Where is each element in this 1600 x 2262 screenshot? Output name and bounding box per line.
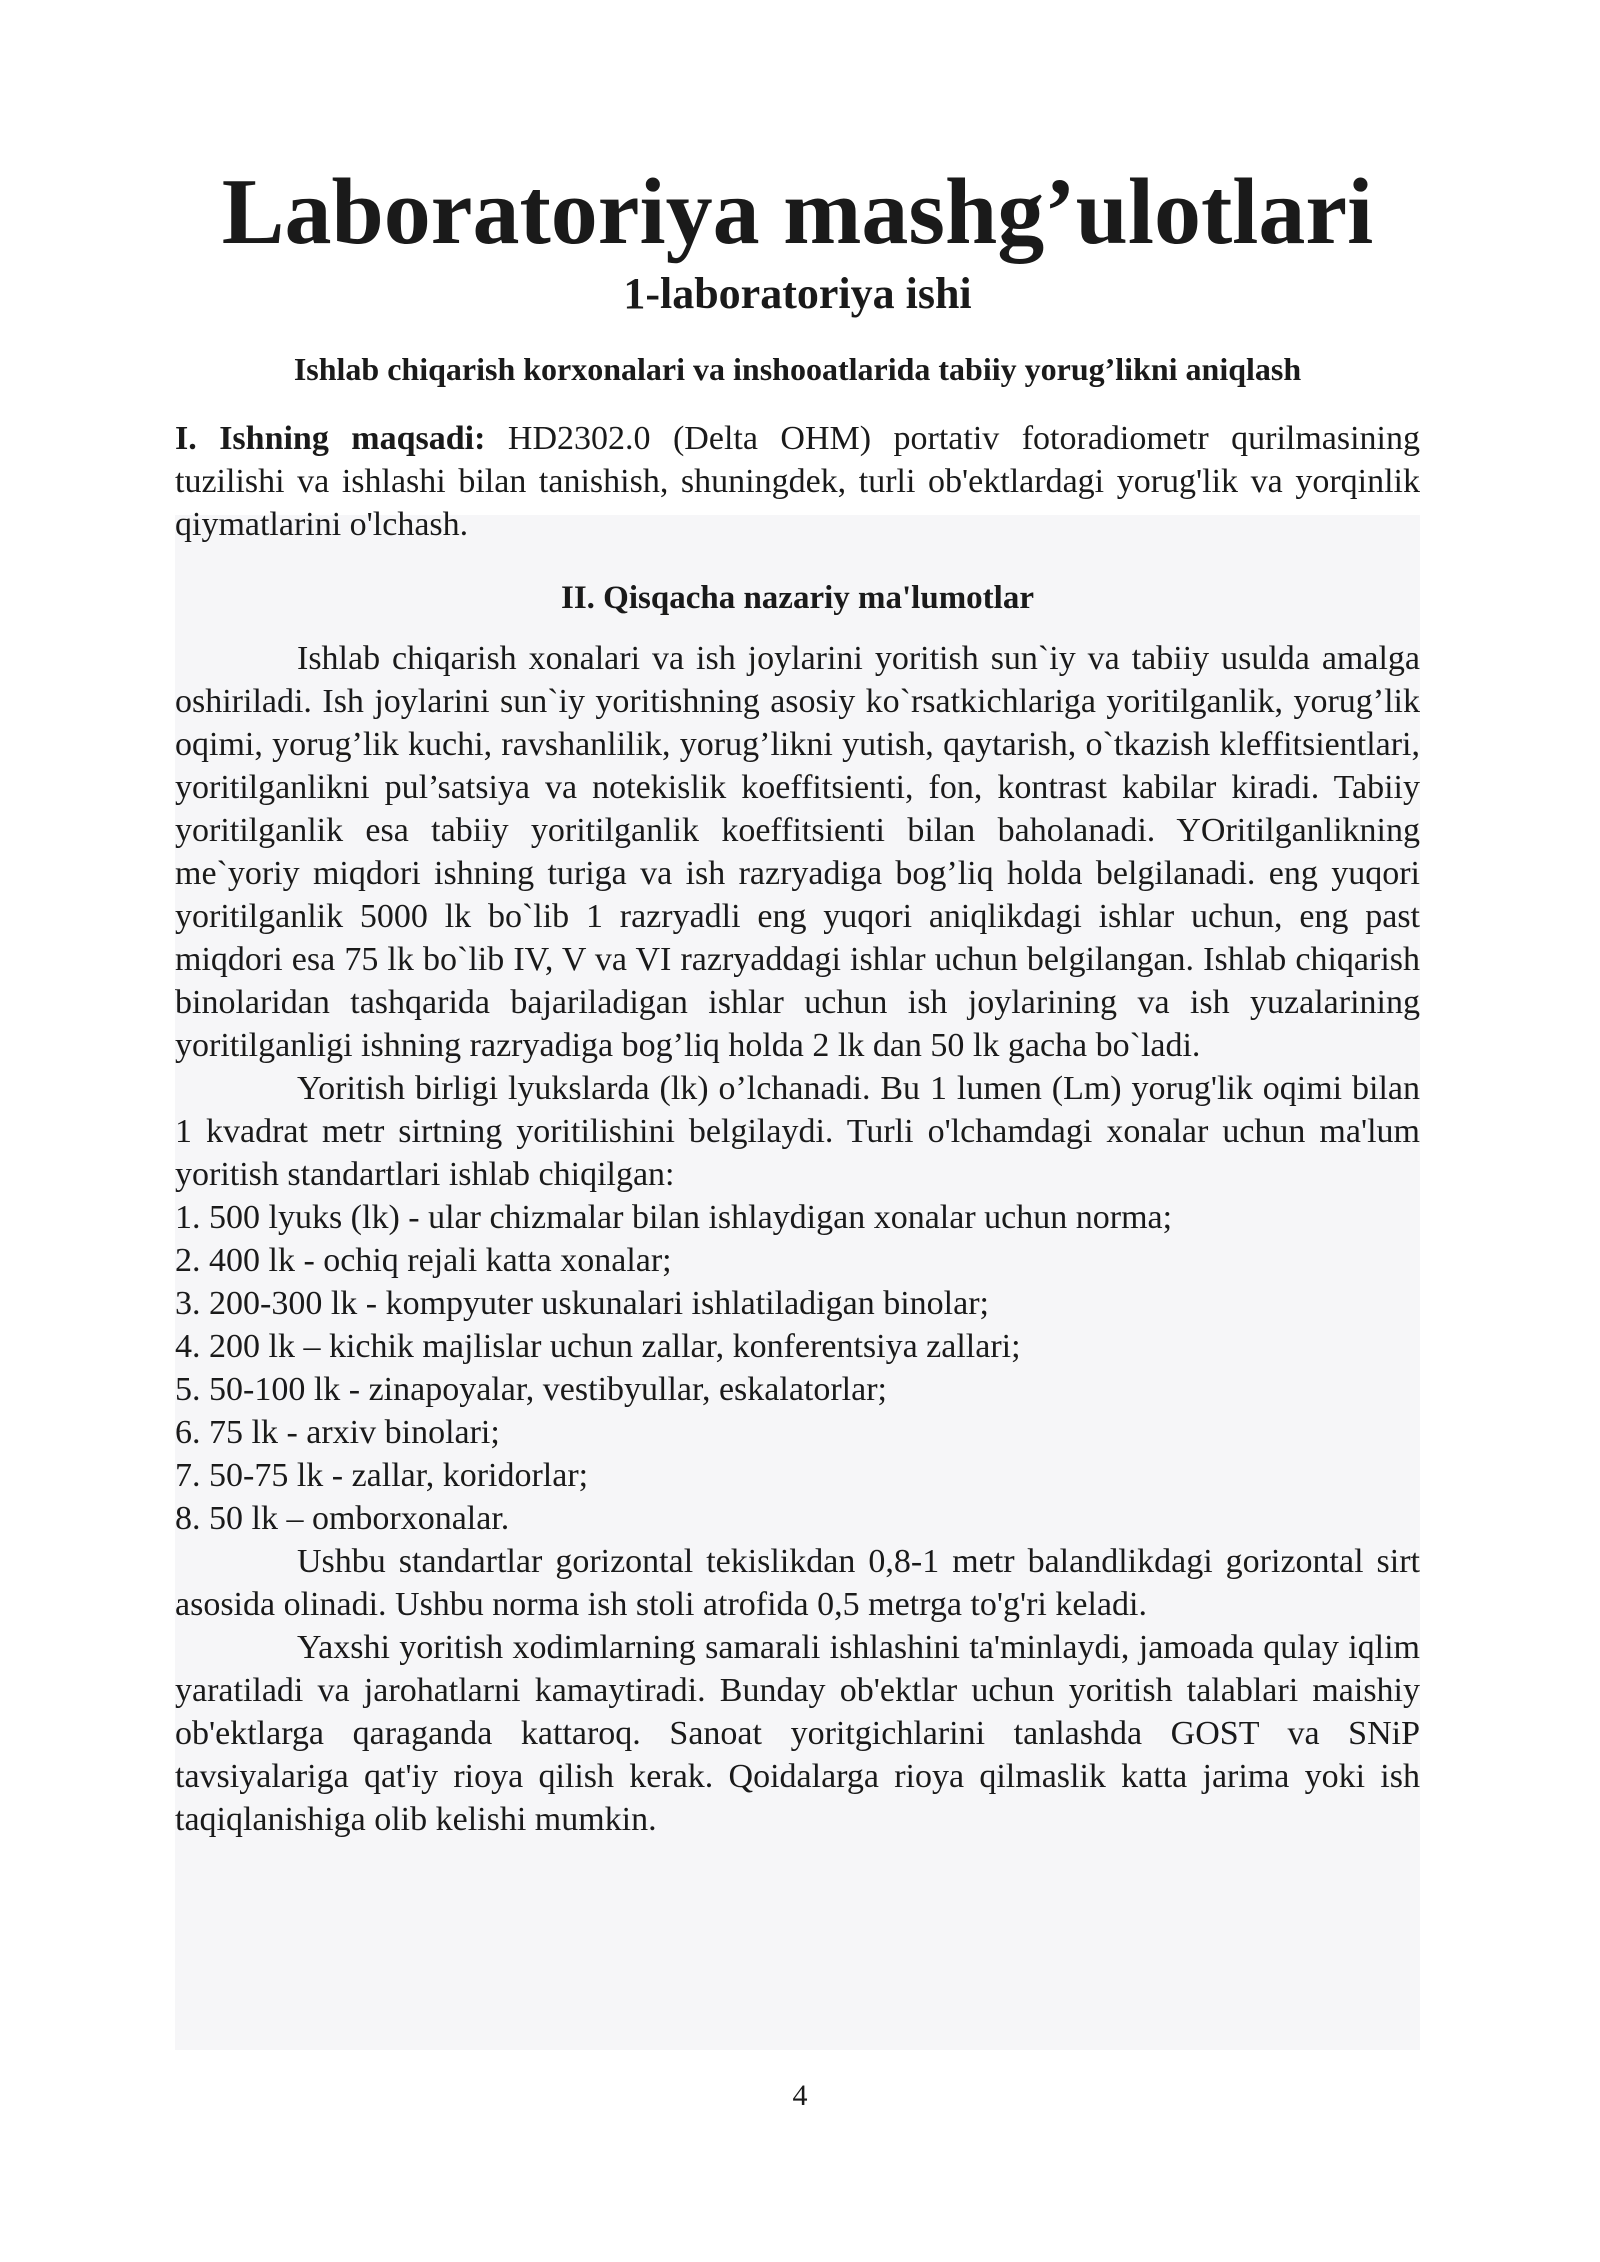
goal-paragraph xyxy=(175,417,1420,546)
paragraph-3: Ushbu standartlar gorizontal tekislikdan 0,8-1 metr balandlikdagi gorizontal sirt asosida olinadi. Ushbu norma ish stoli atrofida 0,5 metrga to'g'ri keladi. xyxy=(175,1543,1420,1623)
list-item: 1. 500 lyuks (lk) - ular chizmalar bilan ishlaydigan xonalar uchun norma; xyxy=(175,1199,1173,1236)
section-title: II. Qisqacha nazariy ma'lumotlar xyxy=(560,580,1034,616)
lighting-standards-list xyxy=(175,1196,1420,1540)
list-item: 8. 50 lk – omborxonalar. xyxy=(175,1500,510,1537)
paragraph-4: Yaxshi yoritish xodimlarning samarali ishlashini ta'minlaydi, jamoada qulay iqlim yaratiladi va jarohatlarni kamaytiradi. Bunday ob'ektlar uchun yoritish talablari maishiy ob'ektlarga qaraganda kattaroq. Sanoat yoritgichlarini tanlashda GOST va SNiP tavsiyalariga qat'iy rioya qilish kerak. Qoidalarga rioya qilmaslik katta jarima yoki ish taqiqlanishiga olib kelishi mumkin. xyxy=(175,1629,1420,1838)
lab-topic: Ishlab chiqarish korxonalari va inshooatlarida tabiiy yorug’likni aniqlash xyxy=(293,351,1302,387)
paragraph-1: Ishlab chiqarish xonalari va ish joylarini yoritish sun`iy va tabiiy usulda amalga oshiriladi. Ish joylarini sun`iy yoritishning asosiy ko`rsatkichlariga yoritilganlik, yorug’lik oqimi, yorug’lik kuchi, ravshanlilik, yorug’likni yutish, qaytarish, o`tkazish kleffitsientlari, yoritilganlikni pul’satsiya va notekislik koeffitsienti, fon, kontrast kabilar kiradi. Tabiiy yoritilganlik esa tabiiy yoritilganlik koeffitsienti bilan baholanadi. YOritilganlikning me`yoriy miqdori ishning turiga va ish razryadiga bog’liq holda belgilanadi. eng yuqori yoritilganlik 5000 lk bo`lib 1 razryadli eng yuqori aniqlikdagi ishlar uchun, eng past miqdori esa 75 lk bo`lib IV, V va VI razryaddagi ishlar uchun belgilangan. Ishlab chiqarish binolaridan tashqarida bajariladigan ishlar uchun ish joylarining va ish yuzalarining yoritilganligi ishning razryadiga bog’liq holda 2 lk dan 50 lk gacha bo`ladi. xyxy=(175,640,1420,1064)
page-title: Laboratoriya mashg’ulotlari xyxy=(221,160,1374,264)
goal-label: I. Ishning maqsadi: xyxy=(175,420,486,457)
section-body xyxy=(175,637,1420,1841)
list-item: 4. 200 lk – kichik majlislar uchun zallar, konferentsiya zallari; xyxy=(175,1328,1021,1365)
paragraph-2: Yoritish birligi lyukslarda (lk) o’lchanadi. Bu 1 lumen (Lm) yorug'lik oqimi bilan 1 kvadrat metr sirtning yoritilishini belgilaydi. Turli o'lchamdagi xonalar uchun ma'lum yoritish standartlari ishlab chiqilgan: xyxy=(175,1070,1420,1193)
list-item: 6. 75 lk - arxiv binolari; xyxy=(175,1414,500,1451)
list-item: 5. 50-100 lk - zinapoyalar, vestibyullar, eskalatorlar; xyxy=(175,1371,887,1408)
lab-work-number: 1-laboratoriya ishi xyxy=(623,269,972,318)
list-item: 7. 50-75 lk - zallar, koridorlar; xyxy=(175,1457,589,1494)
goal-text: HD2302.0 (Delta OHM) portativ fotoradiometr qurilmasining tuzilishi va ishlashi bilan tanishish, shuningdek, turli ob'ektlardagi yorug'lik va yorqinlik qiymatlarini o'lchash. xyxy=(175,420,1420,543)
list-item: 2. 400 lk - ochiq rejali katta xonalar; xyxy=(175,1242,672,1279)
page-number: 4 xyxy=(792,2079,808,2112)
list-item: 3. 200-300 lk - kompyuter uskunalari ishlatiladigan binolar; xyxy=(175,1285,989,1322)
